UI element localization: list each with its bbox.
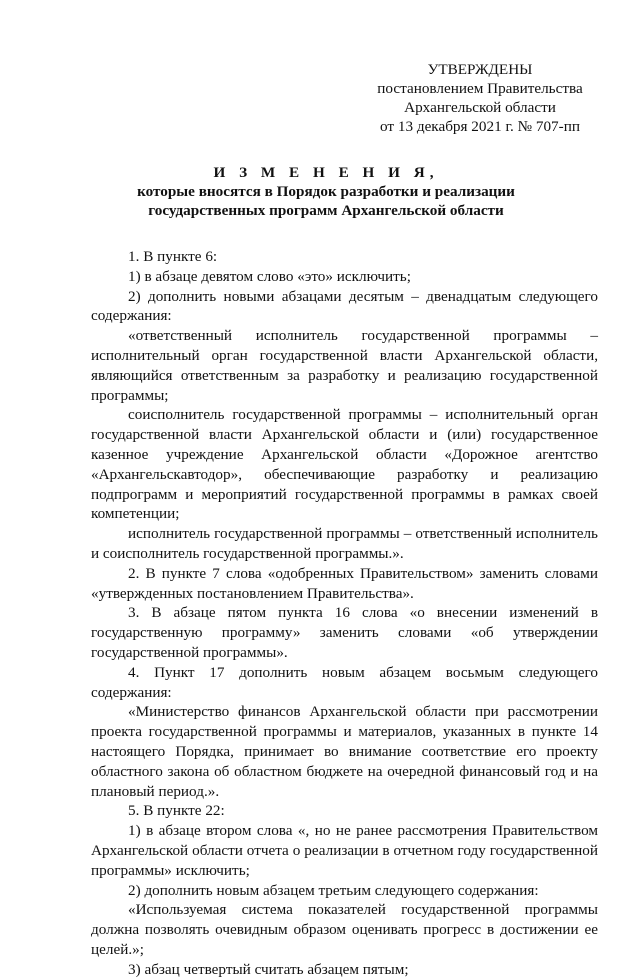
document-body: [91, 247, 598, 979]
approved-by: постановлением Правительства: [377, 80, 583, 97]
title-heading: И З М Е Н Е Н И Я,: [213, 164, 439, 181]
paragraph: 2) дополнить новыми абзацами десятым – двенадцатым следующего содержания:: [91, 287, 598, 325]
paragraph: исполнитель государственной программы – ответственный исполнитель и соисполнитель государственной программы.».: [91, 525, 598, 562]
paragraph: 3) абзац четвертый считать абзацем пятым;: [128, 960, 409, 978]
paragraph: 3. В абзаце пятом пункта 16 слова «о внесении изменений в государственную программу» заменить словами «об утверждении государственной программы».: [91, 604, 598, 661]
paragraph: 1) в абзаце девятом слово «это» исключить;: [128, 267, 411, 285]
approved-region: Архангельской области: [404, 99, 556, 116]
document-title: [60, 163, 592, 220]
paragraph: «Используемая система показателей государственной программы должна позволять очевидным образом оценивать прогресс в достижении ее целей.»;: [91, 901, 598, 958]
paragraph: соисполнитель государственной программы – исполнительный орган государственной власти Архангельской области и (или) государственное казенное учреждение Архангельской области «Дорожное агентство «Архангельскавтодор», обеспечивающие разработку и реализацию подпрограмм и мероприятий государственной программы в рамках своей компетенции;: [91, 406, 598, 523]
approved-date-number: от 13 декабря 2021 г. № 707-пп: [380, 118, 580, 135]
paragraph: 2. В пункте 7 слова «одобренных Правительством» заменить словами «утвержденных постановлением Правительства».: [91, 564, 598, 602]
title-subtitle-line-2: государственных программ Архангельской области: [148, 202, 504, 219]
paragraph: 1) в абзаце втором слова «, но не ранее рассмотрения Правительством Архангельской области отчета о реализации в отчетном году государственной программы» исключить;: [91, 822, 598, 879]
paragraph: 1. В пункте 6:: [128, 248, 218, 265]
paragraph: 4. Пункт 17 дополнить новым абзацем восьмым следующего содержания:: [91, 663, 598, 701]
paragraph: «Министерство финансов Архангельской области при рассмотрении проекта государственной программы и материалов, указанных в пункте 14 настоящего Порядка, принимает во внимание соответствие его проекту областного закона об областном бюджете на очередной финансовый год и на плановый период.».: [91, 703, 598, 800]
paragraph: «ответственный исполнитель государственной программы – исполнительный орган государственной власти Архангельской области, являющийся ответственным за разработку и реализацию государственной программы;: [91, 327, 598, 404]
paragraph: 5. В пункте 22:: [128, 802, 225, 820]
approved-heading: УТВЕРЖДЕНЫ: [427, 61, 533, 78]
title-subtitle-line-1: которые вносятся в Порядок разработки и реализации: [137, 183, 515, 200]
paragraph: 2) дополнить новым абзацем третьим следующего содержания:: [128, 881, 539, 899]
approval-stamp: [360, 60, 600, 136]
